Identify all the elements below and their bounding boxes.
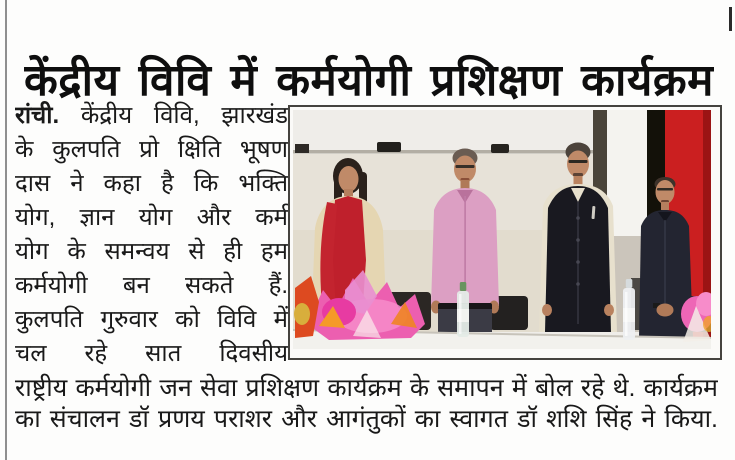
bottle-cap — [460, 282, 467, 291]
glasses — [657, 188, 673, 191]
body-text-line: कर्मयोगी बन सकते हैं. — [15, 272, 288, 299]
column-rule-left — [5, 0, 7, 460]
face — [339, 166, 359, 192]
adjacent-column-fragment — [729, 7, 732, 31]
dateline: रांची. — [15, 102, 60, 129]
body-text-line — [15, 99, 288, 133]
glasses — [456, 165, 475, 168]
body-text-line: चल रहे सात दिवसीय — [15, 340, 288, 367]
distant-object — [377, 142, 401, 152]
distant-object — [491, 144, 509, 153]
clasped-hands — [657, 304, 674, 317]
footer-text-line: राष्ट्रीय कर्मयोगी जन सेवा प्रशिक्षण कार्यक्रम के समापन में बोल रहे थे. कार्यक्रम — [15, 374, 718, 402]
bottle-cap — [626, 279, 633, 288]
article-footer-paragraph — [15, 373, 718, 435]
article-headline: केंद्रीय विवि में कर्मयोगी प्रशिक्षण कार्यक्रम — [24, 56, 714, 106]
distant-object — [295, 144, 309, 153]
footer-text-line: का संचालन डॉ प्रणय पराशर और आगंतुकों का स्वागत डॉ शशि सिंह ने किया. — [15, 405, 718, 433]
article-body-column — [15, 99, 288, 371]
body-text-line: योग, ज्ञान योग और कर्म — [15, 204, 288, 231]
body-text-line: योग के समन्वय से ही हम — [15, 238, 288, 265]
body-text-line: कुलपति गुरुवार को विवि में — [15, 306, 288, 333]
body-text: केंद्रीय विवि, झारखंड — [80, 102, 288, 129]
screen-bottom-edge — [293, 150, 601, 154]
body-text-line: दास ने कहा है कि भक्ति — [15, 170, 288, 197]
body-text-line: के कुलपति प्रो क्षिति भूषण — [15, 136, 288, 163]
glasses — [569, 160, 588, 163]
news-photo — [288, 105, 722, 360]
